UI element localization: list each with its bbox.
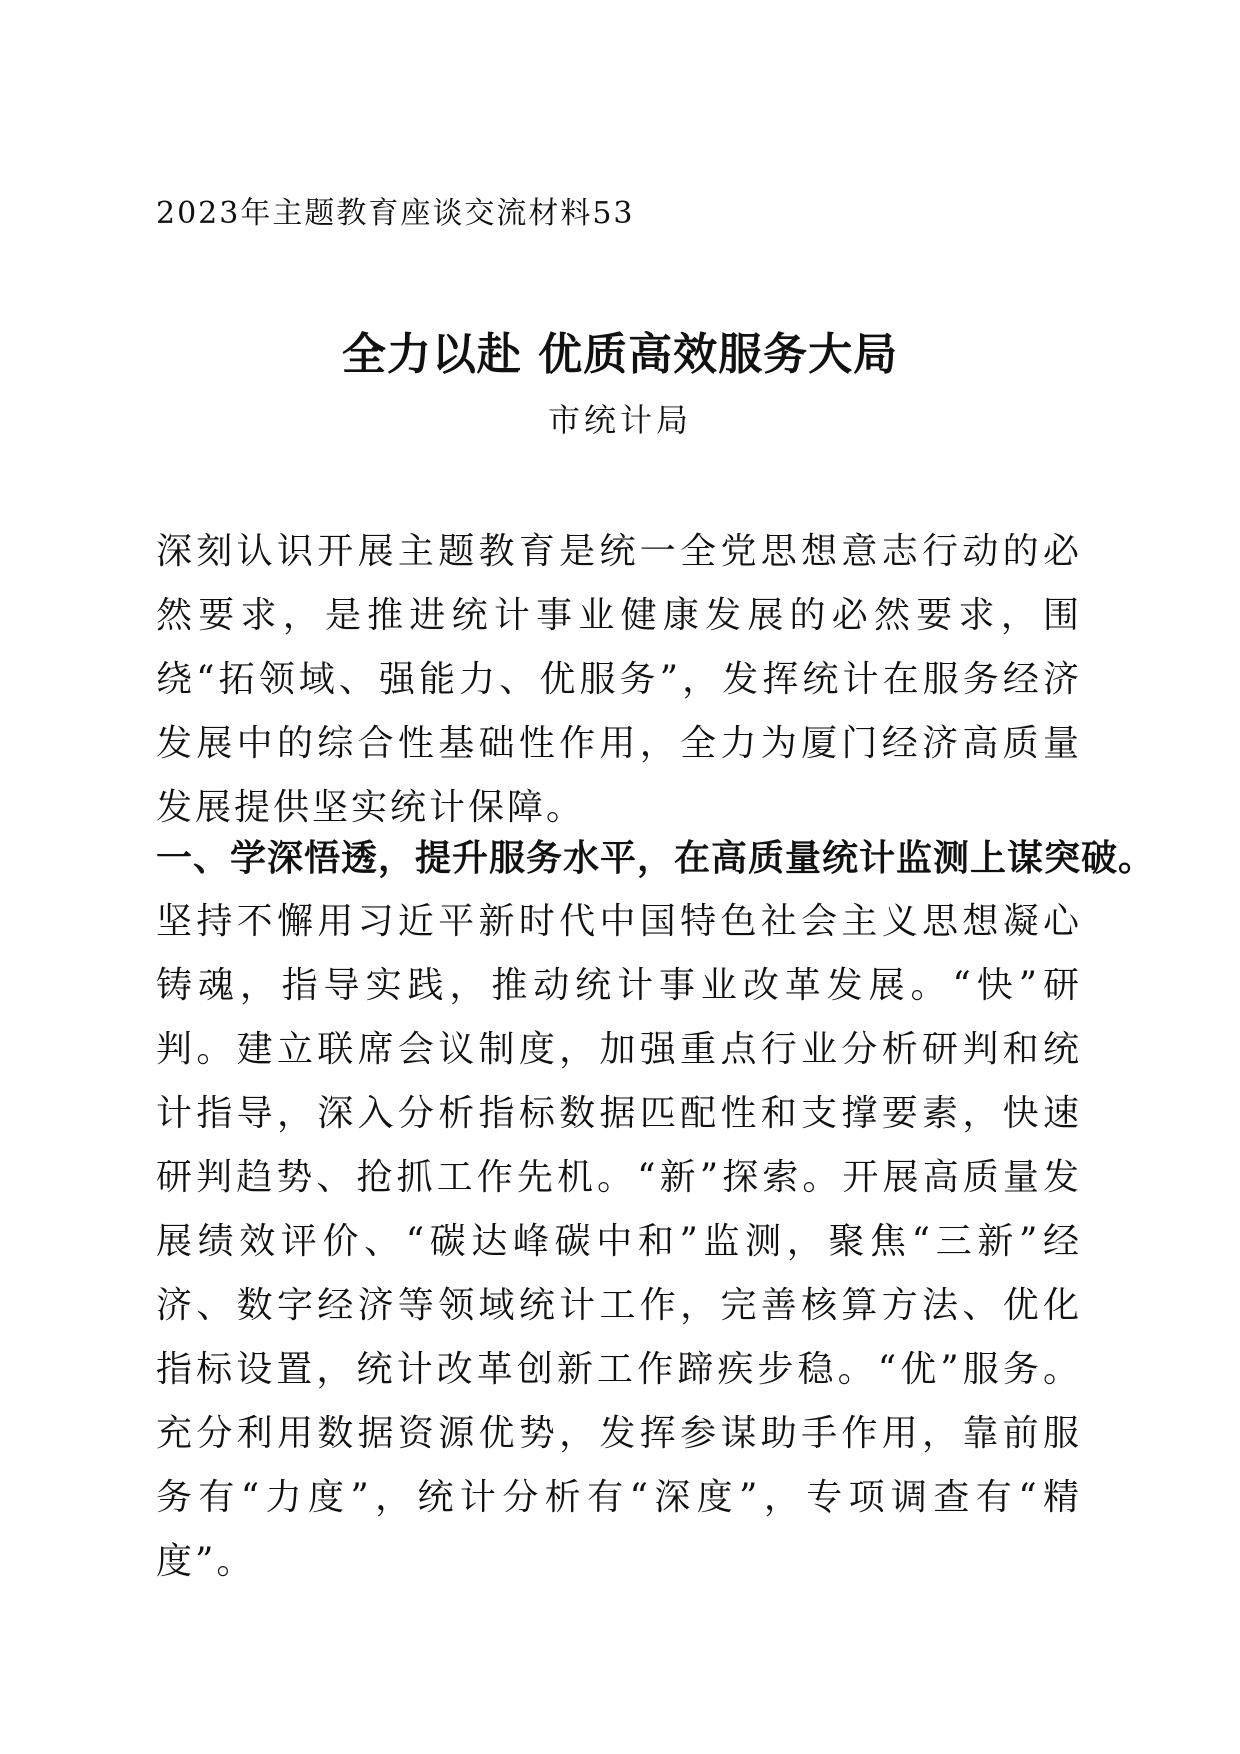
- section-heading: 一、学深悟透，提升服务水平，在高质量统计监测上谋突破。: [156, 837, 1156, 879]
- document-label: 2023年主题教育座谈交流材料53: [156, 196, 635, 231]
- document-title: 全力以赴 优质高效服务大局: [341, 329, 899, 381]
- section-body-paragraph: 坚持不懈用习近平新时代中国特色社会主义思想凝心铸魂，指导实践，推动统计事业改革发展。“快”研判。建立联席会议制度，加强重点行业分析研判和统计指导，深入分析指标数据匹配性和支撑要素，快速研判趋势、抢抓工作先机。“新”探索。开展高质量发展绩效评价、“碳达峰碳中和”监测，聚焦“三新”经济、数字经济等领域统计工作，完善核算方法、优化指标设置，统计改革创新工作蹄疾步稳。“优”服务。充分利用数据资源优势，发挥参谋助手作用，靠前服务有“力度”，统计分析有“深度”，专项调查有“精度”。: [156, 901, 1082, 1582]
- intro-paragraph: 深刻认识开展主题教育是统一全党思想意志行动的必然要求，是推进统计事业健康发展的必然要求，围绕“拓领域、强能力、优服务”，发挥统计在服务经济发展中的综合性基础性作用，全力为厦门经济高质量发展提供坚实统计保障。: [156, 531, 1082, 828]
- document-author: 市统计局: [547, 401, 692, 439]
